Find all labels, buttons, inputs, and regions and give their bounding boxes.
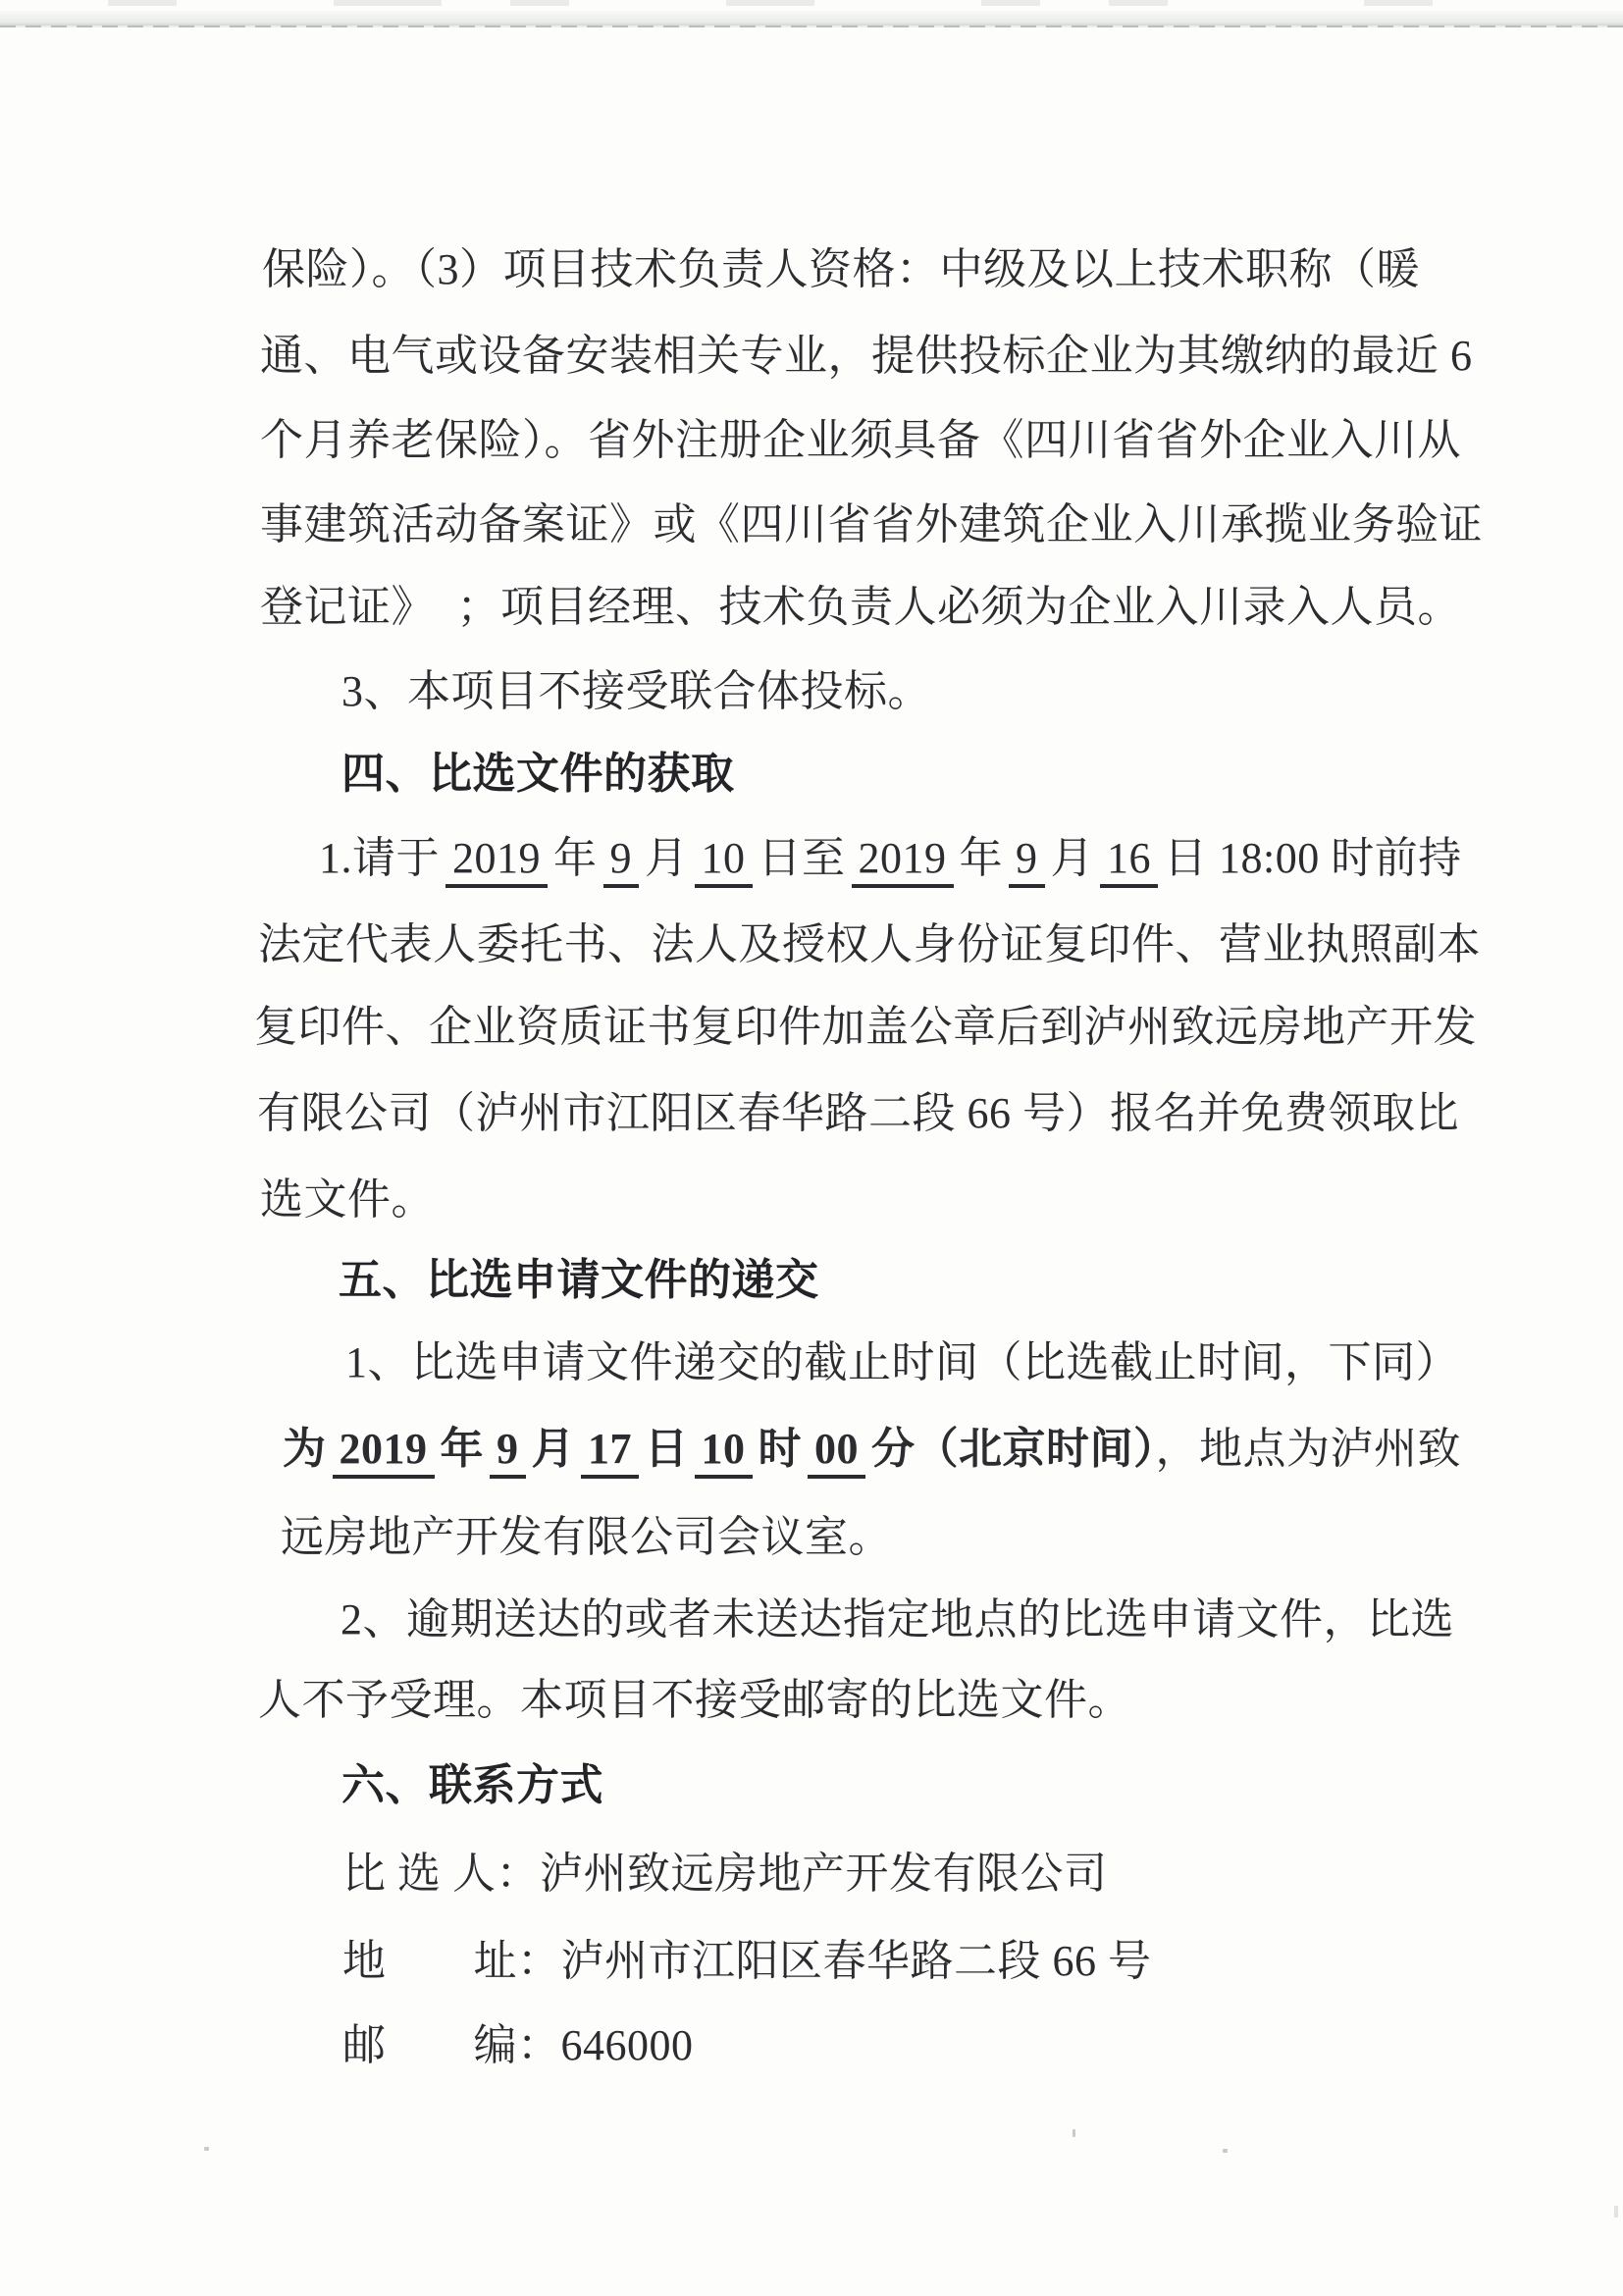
text-segment: 月 [645,834,689,882]
underlined-year: 2019 [333,1425,435,1479]
text-segment: 1.请于 [319,834,440,882]
text-segment: 日至 [758,834,846,882]
text-segment: 月 [1050,834,1094,882]
contact-row-postcode [342,2021,694,2071]
text-line-qualification-1: 保险）。（3）项目技术负责人资格：中级及以上技术职称（暖 [262,245,1420,293]
text-segment: 为 [283,1425,327,1473]
text-line-obtain-3: 复印件、企业资质证书复印件加盖公章后到泸州致远房地产开发 [254,1003,1477,1051]
text-segment: 年 [553,834,598,882]
scan-edge-mark [334,0,442,6]
text-segment: 月 [531,1425,575,1473]
section-heading-contact: 六、联系方式 [341,1761,603,1809]
contact-row-bidder [342,1850,1108,1900]
contact-value: 泸州致远房地产开发有限公司 [540,1850,1108,1898]
text-line-submission-4: 2、逾期送达的或者未送达指定地点的比选申请文件，比选 [340,1595,1454,1644]
text-segment: 年 [440,1425,484,1473]
section-heading-obtain-documents: 四、比选文件的获取 [341,750,735,798]
scan-edge-mark [981,0,1040,6]
text-line-no-joint-bid: 3、本项目不接受联合体投标。 [341,667,931,715]
text-segment: 日 18:00 时前持 [1164,834,1462,882]
scan-artifact-line [0,26,1623,27]
underlined-month: 9 [603,834,640,888]
underlined-day: 17 [581,1425,639,1479]
scan-edge-mark [726,0,814,6]
scan-edge-mark [1364,0,1433,6]
text-line-qualification-3: 个月养老保险）。省外注册企业须具备《四川省省外企业入川从 [260,416,1461,464]
text-line-obtain-5: 选文件。 [260,1175,435,1224]
text-segment: 年 [959,834,1003,882]
text-line-submission-3: 远房地产开发有限公司会议室。 [281,1513,892,1561]
contact-value: 646000 [560,2021,694,2069]
text-line-submission-5: 人不予受理。本项目不接受邮寄的比选文件。 [258,1676,1131,1724]
text-line-obtain-4: 有限公司（泸州市江阳区春华路二段 66 号）报名并免费领取比 [257,1089,1459,1137]
contact-value: 泸州市江阳区春华路二段 66 号 [560,1937,1152,1985]
underlined-minute: 00 [808,1425,865,1479]
text-line-obtain-2: 法定代表人委托书、法人及授权人身份证复印件、营业执照副本 [258,920,1481,968]
text-line-qualification-4: 事建筑活动备案证》或《四川省省外建筑企业入川承揽业务验证 [260,500,1483,548]
contact-label: 比 选 人： [342,1850,540,1898]
scan-speck [1614,2206,1618,2218]
underlined-day: 10 [695,834,753,888]
text-line-obtain-date-range [319,834,1462,884]
underlined-day: 16 [1100,834,1158,888]
scan-speck [204,2147,209,2151]
scan-speck [1223,2149,1228,2153]
text-segment: 分（北京时间） [871,1425,1156,1473]
section-heading-submission: 五、比选申请文件的递交 [339,1256,819,1304]
underlined-month: 9 [1009,834,1045,888]
text-segment: 日 [645,1425,689,1473]
text-segment: 时 [758,1425,802,1473]
underlined-year: 2019 [852,834,954,888]
underlined-month: 9 [490,1425,526,1479]
text-segment: ，地点为泸州致 [1155,1425,1461,1473]
scan-edge-mark [108,0,177,6]
scan-speck [1073,2129,1075,2137]
text-line-submission-1: 1、比选申请文件递交的截止时间（比选截止时间，下同） [345,1338,1459,1386]
underlined-year: 2019 [445,834,548,888]
underlined-hour: 10 [695,1425,753,1479]
text-line-qualification-5: 登记证》 ；项目经理、技术负责人必须为企业入川录入人员。 [260,583,1461,631]
contact-row-address [342,1937,1152,1987]
text-line-submission-deadline [283,1425,1461,1475]
contact-label: 地 址： [342,1937,561,1985]
scan-edge-mark [1109,0,1168,6]
contact-label: 邮 编： [342,2021,561,2069]
scan-edge-mark [510,0,569,6]
text-line-qualification-2: 通、电气或设备安装相关专业，提供投标企业为其缴纳的最近 6 [260,332,1473,380]
scan-artifact-band [0,11,1623,26]
